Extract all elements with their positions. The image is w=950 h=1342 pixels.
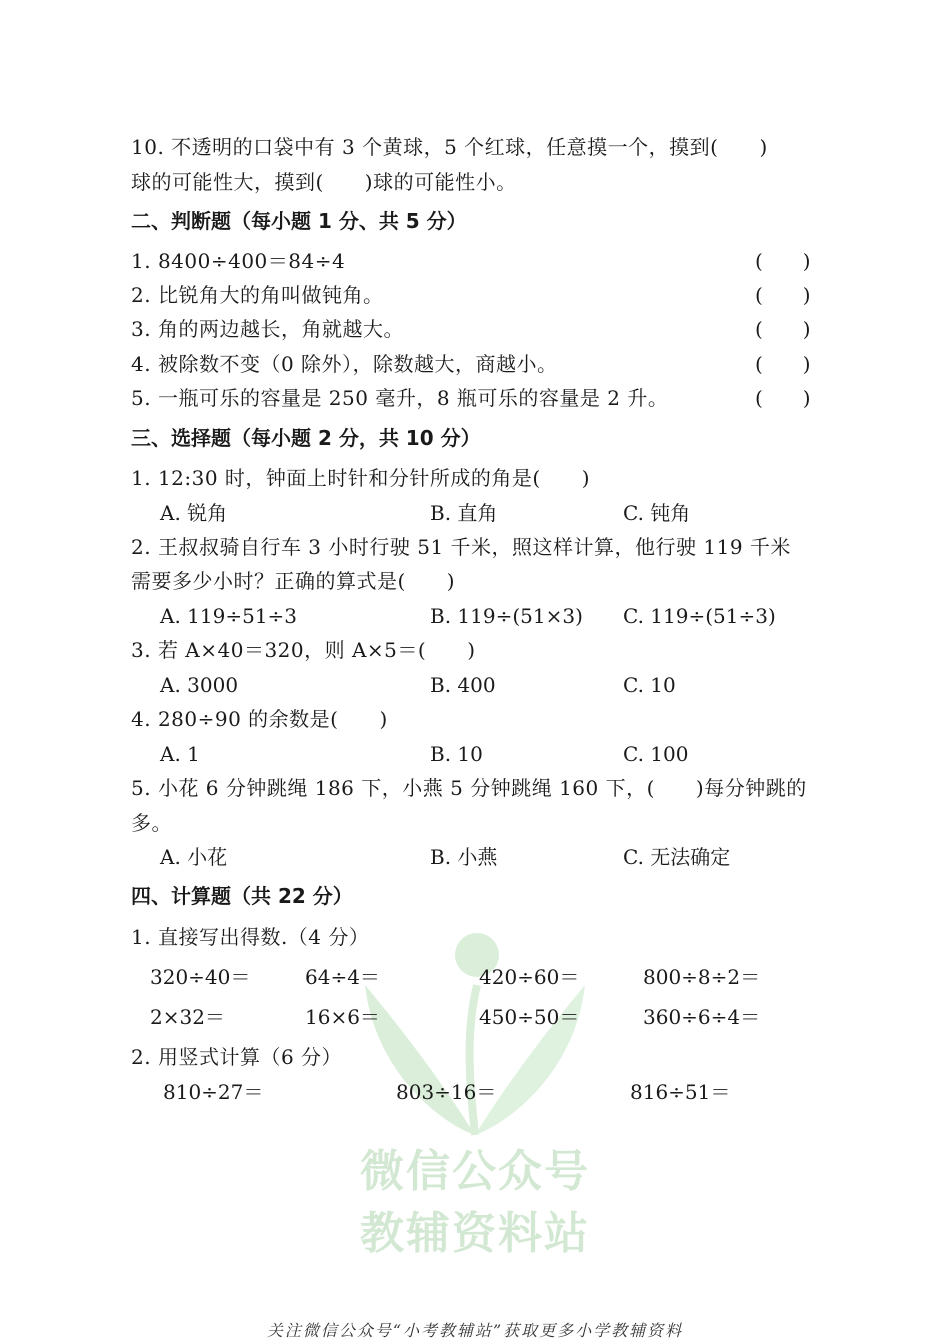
watermark-text-2: 教辅资料站	[360, 1208, 590, 1259]
calc-sub1: 1. 直接写出得数.（4 分）	[131, 925, 370, 949]
calc-r1-c1: 320÷40＝	[150, 965, 251, 989]
judge-paren-3: ( )	[755, 317, 811, 341]
section4-heading: 四、计算题（共 22 分）	[131, 884, 353, 908]
choice-q1-a: A. 锐角	[160, 501, 228, 525]
choice-q2-b: B. 119÷(51×3)	[430, 604, 583, 628]
judge-item-3: 3. 角的两边越长，角就越大。	[131, 317, 404, 341]
choice-q1: 1. 12:30 时，钟面上时针和分针所成的角是( )	[131, 466, 591, 490]
choice-q2-c: C. 119÷(51÷3)	[623, 604, 776, 628]
q10-line2: 球的可能性大，摸到( )球的可能性小。	[131, 170, 517, 194]
calc-r2-c2: 16×6＝	[305, 1005, 380, 1029]
choice-q1-c: C. 钝角	[623, 501, 691, 525]
choice-q4-a: A. 1	[160, 742, 200, 766]
footer-promo: 关注微信公众号“小考教辅站”获取更多小学教辅资料	[266, 1321, 684, 1340]
choice-q1-b: B. 直角	[430, 501, 498, 525]
calc-sub2: 2. 用竖式计算（6 分）	[131, 1045, 343, 1069]
choice-q3-c: C. 10	[623, 673, 676, 697]
choice-q4-b: B. 10	[430, 742, 483, 766]
choice-q5-a: A. 小花	[160, 845, 228, 869]
choice-q4: 4. 280÷90 的余数是( )	[131, 707, 388, 731]
calc-r2-c4: 360÷6÷4＝	[643, 1005, 761, 1029]
calc-r3-c3: 816÷51＝	[630, 1080, 731, 1104]
calc-r1-c3: 420÷60＝	[479, 965, 580, 989]
judge-item-1: 1. 8400÷400＝84÷4	[131, 249, 346, 273]
calc-r1-c4: 800÷8÷2＝	[643, 965, 761, 989]
choice-q3: 3. 若 A×40＝320，则 A×5＝( )	[131, 638, 476, 662]
choice-q2-line1: 2. 王叔叔骑自行车 3 小时行驶 51 千米，照这样计算，他行驶 119 千米	[131, 535, 791, 559]
calc-r2-c3: 450÷50＝	[479, 1005, 580, 1029]
choice-q5-b: B. 小燕	[430, 845, 498, 869]
calc-r2-c1: 2×32＝	[150, 1005, 225, 1029]
q10-line1: 10. 不透明的口袋中有 3 个黄球，5 个红球，任意摸一个，摸到( )	[131, 135, 768, 159]
judge-item-4: 4. 被除数不变（0 除外），除数越大，商越小。	[131, 352, 558, 376]
calc-r3-c2: 803÷16＝	[396, 1080, 497, 1104]
choice-q5-line2: 多。	[131, 811, 172, 835]
choice-q4-c: C. 100	[623, 742, 689, 766]
calc-r1-c2: 64÷4＝	[305, 965, 380, 989]
choice-q2-line2: 需要多少小时？正确的算式是( )	[131, 569, 456, 593]
watermark-leaf-logo	[355, 925, 595, 1145]
section3-heading: 三、选择题（每小题 2 分，共 10 分）	[131, 426, 481, 450]
watermark-text-1: 微信公众号	[360, 1146, 590, 1197]
choice-q3-a: A. 3000	[160, 673, 239, 697]
judge-paren-5: ( )	[755, 386, 811, 410]
judge-item-2: 2. 比锐角大的角叫做钝角。	[131, 283, 384, 307]
choice-q5-line1: 5. 小花 6 分钟跳绳 186 下，小燕 5 分钟跳绳 160 下，( )每分钟跳的	[131, 776, 807, 800]
section2-heading: 二、判断题（每小题 1 分、共 5 分）	[131, 209, 467, 233]
judge-paren-1: ( )	[755, 249, 811, 273]
choice-q2-a: A. 119÷51÷3	[160, 604, 298, 628]
judge-paren-2: ( )	[755, 283, 811, 307]
calc-r3-c1: 810÷27＝	[163, 1080, 264, 1104]
choice-q5-c: C. 无法确定	[623, 845, 731, 869]
choice-q3-b: B. 400	[430, 673, 496, 697]
judge-item-5: 5. 一瓶可乐的容量是 250 毫升，8 瓶可乐的容量是 2 升。	[131, 386, 669, 410]
judge-paren-4: ( )	[755, 352, 811, 376]
